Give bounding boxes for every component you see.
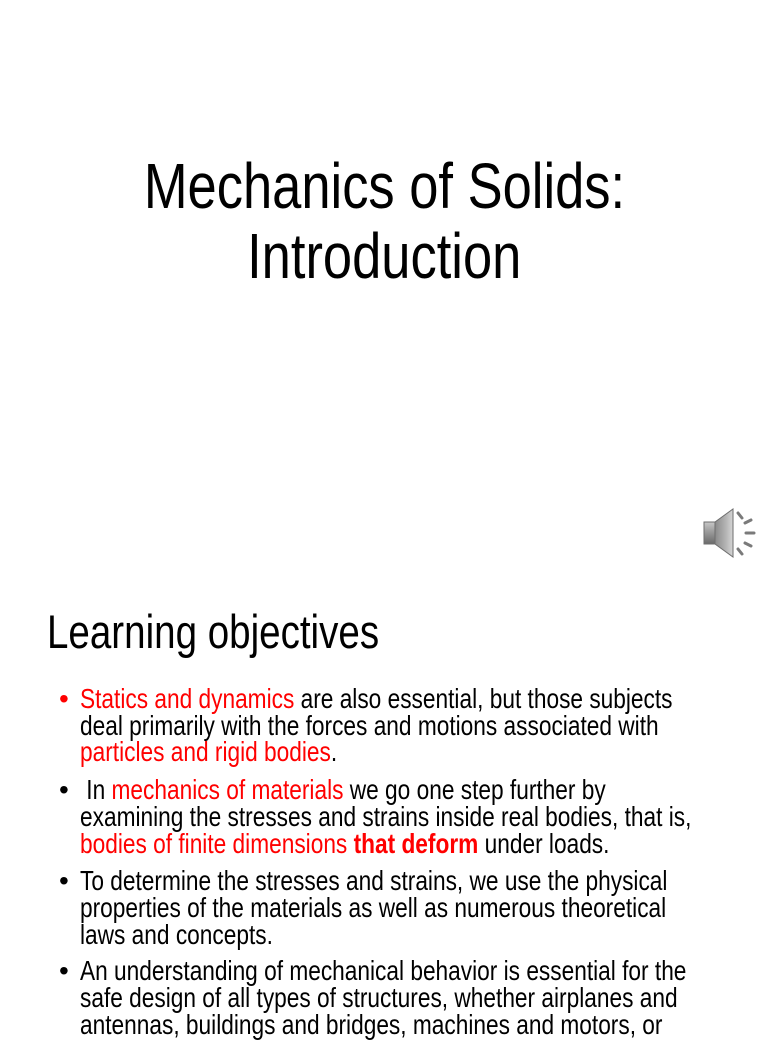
bullet-line xyxy=(80,736,338,767)
text-segment: examining the stresses and strains inside real bodies, that is, xyxy=(80,801,692,832)
slide-title-text: Introduction xyxy=(246,220,522,292)
bullet-line xyxy=(80,865,668,896)
bullet-line xyxy=(80,828,610,859)
text-segment: particles and rigid bodies xyxy=(80,736,331,767)
bullet-line xyxy=(80,919,273,950)
slide-title-text: Mechanics of Solids: xyxy=(143,150,625,222)
bullet-line xyxy=(80,774,606,805)
slide-title-line-1 xyxy=(0,151,768,221)
slide-heading: Learning objectives xyxy=(47,605,380,658)
bullet-marker: • xyxy=(59,865,69,896)
bullet-marker: • xyxy=(59,955,69,986)
speaker-icon[interactable] xyxy=(700,505,760,561)
text-segment: that deform xyxy=(353,828,479,859)
bullet-line xyxy=(80,892,667,923)
bullet-line xyxy=(80,955,687,986)
text-segment: under loads. xyxy=(478,828,610,859)
text-segment: . xyxy=(330,736,338,767)
bullet-line xyxy=(80,1009,663,1040)
text-segment: deal primarily with the forces and motions associated with xyxy=(80,710,659,741)
bullet-marker: • xyxy=(59,774,69,805)
text-segment: mechanics of materials xyxy=(111,774,344,805)
bullet-line xyxy=(80,683,673,714)
text-segment: are also essential, but those subjects xyxy=(294,683,673,714)
bullet-marker: • xyxy=(59,683,69,714)
text-segment: In xyxy=(80,774,112,805)
text-segment: An understanding of mechanical behavior is essential for the xyxy=(80,955,687,986)
text-segment: bodies of finite dimensions xyxy=(80,828,354,859)
text-segment: To determine the stresses and strains, we use the physical xyxy=(80,865,668,896)
objectives-slide xyxy=(0,576,768,1040)
text-segment: safe design of all types of structures, whether airplanes and xyxy=(80,982,678,1013)
text-segment: antennas, buildings and bridges, machines and motors, or xyxy=(80,1009,663,1040)
bullet-line xyxy=(80,982,678,1013)
text-segment: laws and concepts. xyxy=(80,919,273,950)
text-segment: Statics and dynamics xyxy=(80,683,295,714)
text-segment: properties of the materials as well as numerous theoretical xyxy=(80,892,667,923)
bullet-line xyxy=(80,801,692,832)
slide-title-line-2 xyxy=(0,221,768,291)
text-segment: we go one step further by xyxy=(343,774,606,805)
